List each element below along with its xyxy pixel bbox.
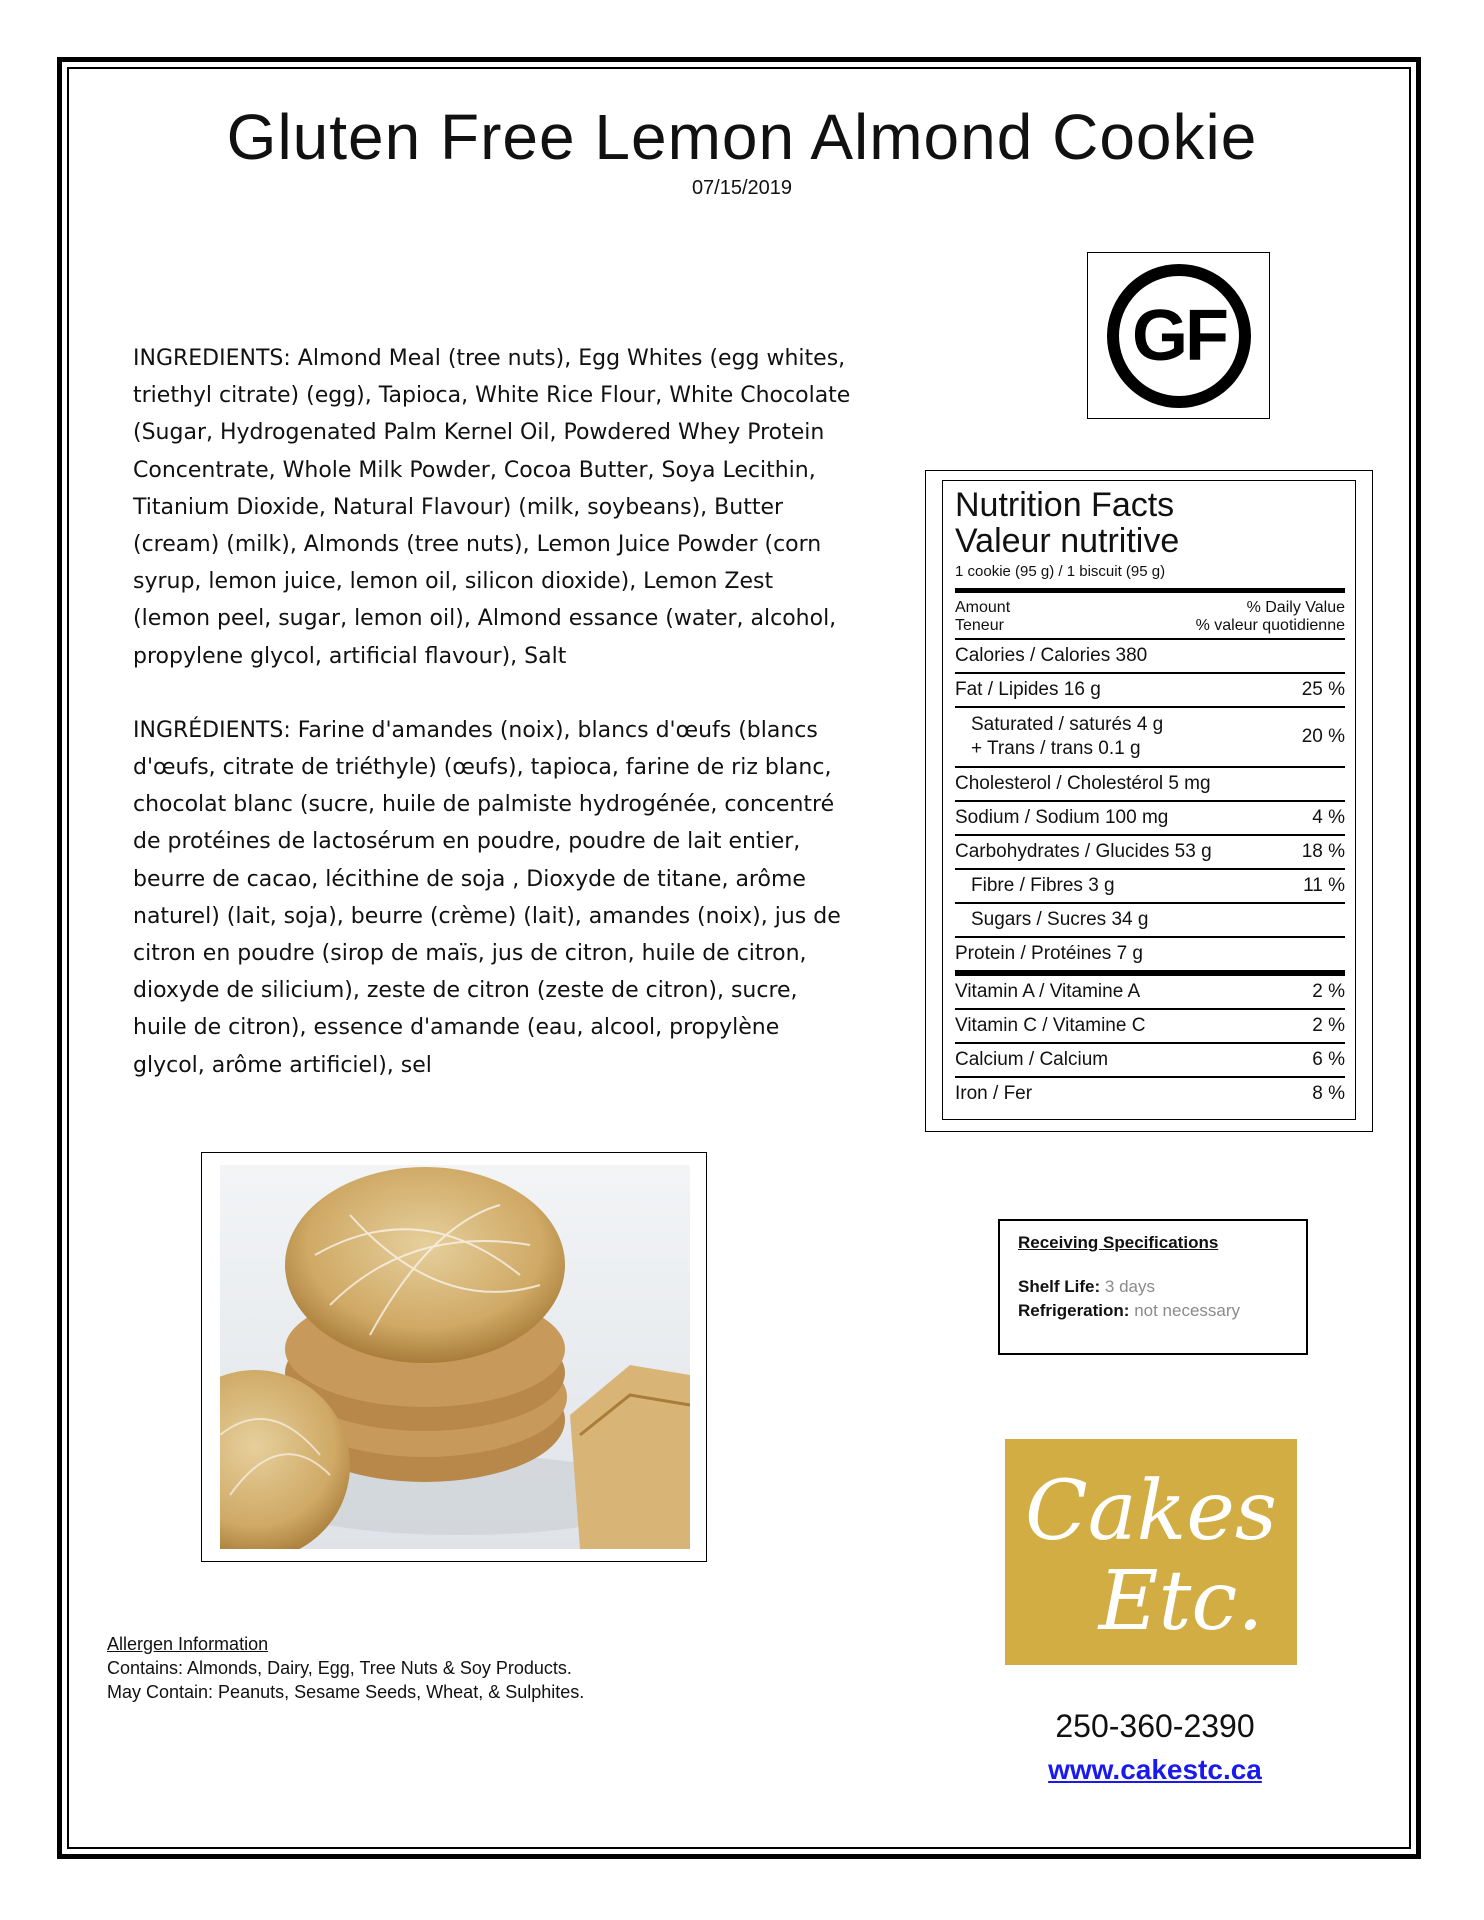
page-date: 07/15/2019 xyxy=(691,177,793,199)
carbs-label: Carbohydrates / Glucides 53 g xyxy=(955,841,1212,862)
vitamin-c-pct: 2 % xyxy=(1312,1015,1345,1036)
calcium-pct: 6 % xyxy=(1312,1049,1345,1070)
logo-line1: Cakes xyxy=(1025,1464,1277,1559)
nutrition-row-calories xyxy=(955,640,1345,674)
gluten-free-badge xyxy=(1087,252,1270,419)
allergen-information xyxy=(107,1632,584,1704)
carbs-pct: 18 % xyxy=(1301,841,1345,862)
nutrition-row-sodium xyxy=(955,802,1345,836)
nutrition-row-fibre xyxy=(955,870,1345,904)
fibre-pct: 11 % xyxy=(1303,875,1345,896)
nutrition-row-saturated xyxy=(955,708,1345,768)
fat-pct: 25 % xyxy=(1301,679,1345,700)
nutrition-row-vitamin-c xyxy=(955,1010,1345,1044)
fat-label: Fat / Lipides 16 g xyxy=(955,679,1101,700)
dv-label-fr: % valeur quotidienne xyxy=(1195,617,1345,634)
calories-label: Calories / Calories 380 xyxy=(955,645,1148,666)
trans-label: + Trans / trans 0.1 g xyxy=(971,738,1141,759)
nutrition-title-fr: Valeur nutritive xyxy=(955,522,1180,560)
nutrition-title-en: Nutrition Facts xyxy=(955,486,1175,524)
nutrition-row-calcium xyxy=(955,1044,1345,1078)
allergen-heading: Allergen Information xyxy=(107,1634,269,1654)
vitamin-a-label: Vitamin A / Vitamine A xyxy=(955,981,1141,1002)
nutrition-header xyxy=(955,593,1345,640)
cholesterol-label: Cholesterol / Cholestérol 5 mg xyxy=(955,773,1211,794)
nutrition-row-fat xyxy=(955,674,1345,708)
shelf-life-row xyxy=(1018,1275,1288,1299)
refrigeration-label: Refrigeration: xyxy=(1018,1301,1130,1320)
saturated-label: Saturated / saturés 4 g xyxy=(971,714,1164,735)
shelf-life-label: Shelf Life: xyxy=(1018,1277,1101,1296)
allergen-contains: Contains: Almonds, Dairy, Egg, Tree Nuts & Soy Products. xyxy=(107,1658,572,1678)
iron-pct: 8 % xyxy=(1312,1083,1345,1104)
calcium-label: Calcium / Calcium xyxy=(955,1049,1109,1070)
gf-badge-text: GF xyxy=(1132,296,1226,376)
refrigeration-value: not necessary xyxy=(1134,1301,1241,1320)
cookie-stack-image xyxy=(220,1165,690,1549)
nutrition-row-sugars xyxy=(955,904,1345,938)
ingredients-section xyxy=(133,340,853,1084)
website-link[interactable]: www.cakestc.ca xyxy=(1048,1754,1262,1785)
nutrition-row-iron xyxy=(955,1078,1345,1110)
gluten-free-icon xyxy=(1103,260,1255,412)
dv-label-en: % Daily Value xyxy=(1246,599,1345,616)
product-photo xyxy=(220,1165,690,1549)
sugars-label: Sugars / Sucres 34 g xyxy=(971,909,1149,930)
ingredients-french: INGRÉDIENTS: Farine d'amandes (noix), blancs d'œufs (blancs d'œufs, citrate de triéthyle) (œufs), tapioca, farine de riz blanc, chocolat blanc (sucre, huile de palmiste hydrogénée, concentré de protéines de lactosérum en poudre, poudre de lait entier, beurre de cacao, lécithine de soja , Dioxyde de titane, arôme naturel) (lait, soja), beurre (crème) (lait), amandes (noix), jus de citron en poudre (sirop de maïs, jus de citron, huile de citron, dioxyde de silicium), zeste de citron (zeste de citron), sucre, huile de citron), essence d'amande (eau, alcool, propylène glycol, arôme artificiel), sel xyxy=(133,717,841,1078)
allergen-may-contain: May Contain: Peanuts, Sesame Seeds, Wheat, & Sulphites. xyxy=(107,1682,585,1702)
saturated-pct: 20 % xyxy=(1301,726,1345,747)
sodium-label: Sodium / Sodium 100 mg xyxy=(955,807,1169,828)
nutrition-row-cholesterol xyxy=(955,768,1345,802)
protein-label: Protein / Protéines 7 g xyxy=(955,943,1143,964)
cakes-etc-logo xyxy=(1005,1439,1297,1665)
nutrition-row-vitamin-a xyxy=(955,976,1345,1010)
nutrition-row-carbs xyxy=(955,836,1345,870)
iron-label: Iron / Fer xyxy=(955,1083,1033,1104)
amount-label-en: Amount xyxy=(955,599,1011,616)
logo-line2: Etc. xyxy=(1098,1554,1264,1649)
receiving-specifications xyxy=(998,1219,1308,1355)
ingredients-english: INGREDIENTS: Almond Meal (tree nuts), Egg Whites (egg whites, triethyl citrate) (egg), Tapioca, White Rice Flour, White Chocolate (Sugar, Hydrogenated Palm Kernel Oil, Powdered Whey Protein Concentrate, Whole Milk Powder, Cocoa Butter, Soya Lecithin, Titanium Dioxide, Natural Flavour) (milk, soybeans), Butter (cream) (milk), Almonds (tree nuts), Lemon Juice Powder (corn syrup, lemon juice, lemon oil, silicon dioxide), Lemon Zest (lemon peel, sugar, lemon oil), Almond essance (water, alcohol, propylene glycol, artificial flavour), Salt xyxy=(133,346,851,669)
vitamin-a-pct: 2 % xyxy=(1312,981,1345,1002)
vitamin-c-label: Vitamin C / Vitamine C xyxy=(955,1015,1146,1036)
logo-script-icon xyxy=(1005,1439,1297,1665)
nutrition-facts-table xyxy=(942,480,1356,1120)
nutrition-row-protein xyxy=(955,938,1345,976)
shelf-life-value: 3 days xyxy=(1104,1277,1155,1296)
refrigeration-row xyxy=(1018,1299,1288,1323)
phone-number: 250-360-2390 xyxy=(1055,1708,1255,1744)
amount-label-fr: Teneur xyxy=(955,617,1004,634)
page-title: Gluten Free Lemon Almond Cookie xyxy=(226,101,1258,173)
nutrition-serving: 1 cookie (95 g) / 1 biscuit (95 g) xyxy=(955,563,1166,580)
receiving-title: Receiving Specifications xyxy=(1018,1233,1219,1252)
sodium-pct: 4 % xyxy=(1312,807,1345,828)
fibre-label: Fibre / Fibres 3 g xyxy=(971,875,1115,896)
